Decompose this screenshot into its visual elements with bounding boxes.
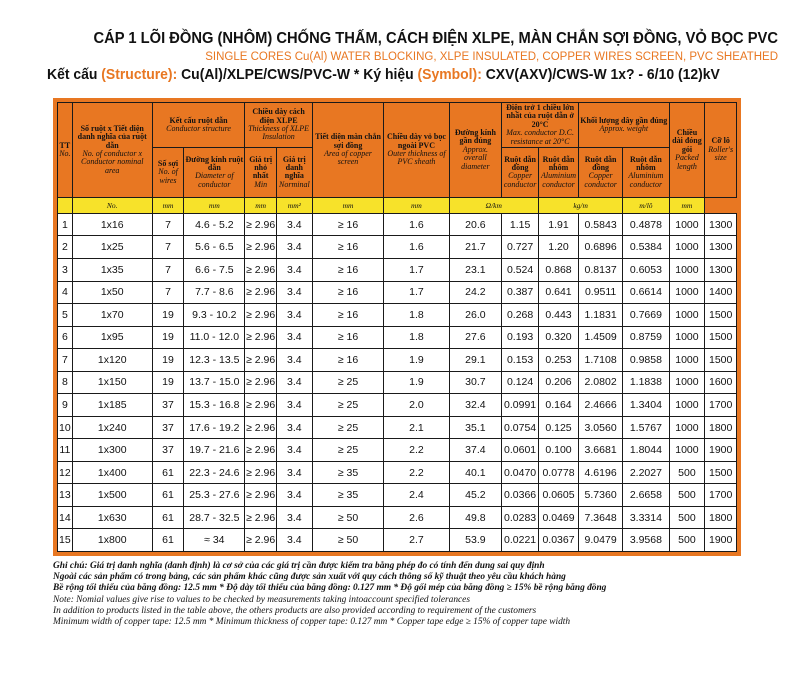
row-number-cell: 6 xyxy=(58,326,73,349)
row-number-cell: 14 xyxy=(58,506,73,529)
table-cell: 0.7669 xyxy=(623,304,669,327)
table-cell: 1x240 xyxy=(72,416,152,439)
table-cell: ≥ 50 xyxy=(312,506,384,529)
table-cell: 0.164 xyxy=(539,394,579,417)
table-cell: 29.1 xyxy=(449,349,502,372)
table-cell: 0.0283 xyxy=(502,506,539,529)
structure-en-label: (Structure): xyxy=(101,66,178,83)
table-cell: 0.0221 xyxy=(502,529,539,552)
table-cell: 1900 xyxy=(705,529,737,552)
table-row xyxy=(58,349,737,372)
table-cell: 1300 xyxy=(705,259,737,282)
table-cell: 3.4 xyxy=(276,461,312,484)
header-length: Chiều dài đóng gói Packed length xyxy=(669,103,705,198)
table-cell: ≥ 2.96 xyxy=(245,349,277,372)
table-cell: 2.0802 xyxy=(579,371,623,394)
table-cell: 15.3 - 16.8 xyxy=(184,394,245,417)
table-cell: 28.7 - 32.5 xyxy=(184,506,245,529)
table-cell: 1.8 xyxy=(384,326,449,349)
header-xlpe-nom: Giá trị danh nghĩa Norminal xyxy=(276,147,312,197)
page-subtitle: SINGLE CORES Cu(Al) WATER BLOCKING, XLPE INSULATED, COPPER WIRES SCREEN, PVC SHEATHED xyxy=(205,51,778,63)
header-screen: Tiết diện màn chắn sợi đồng Area of copper screen xyxy=(312,103,384,198)
table-cell: ≥ 2.96 xyxy=(245,394,277,417)
table-cell: 19 xyxy=(152,349,184,372)
unit-cell: mm xyxy=(384,197,449,213)
table-cell: 0.9858 xyxy=(623,349,669,372)
header-w-al: Ruột dẫn nhôm Aluminium conductor xyxy=(623,147,669,197)
table-cell: ≥ 16 xyxy=(312,281,384,304)
table-cell: 61 xyxy=(152,484,184,507)
table-cell: 1.6 xyxy=(384,236,449,259)
table-cell: 53.9 xyxy=(449,529,502,552)
table-row xyxy=(58,461,737,484)
table-cell: 1700 xyxy=(705,394,737,417)
table-cell: 1000 xyxy=(669,371,705,394)
table-cell: 1.6 xyxy=(384,213,449,236)
table-cell: ≥ 16 xyxy=(312,304,384,327)
note-line: Note: Nomial values give rise to values to be checked by measurements taking intoaccount specified tolerances xyxy=(53,594,470,605)
spec-table-frame xyxy=(53,98,741,556)
table-cell: 7 xyxy=(152,236,184,259)
note-line: Minimum width of copper tape: 12.5 mm * Minimum thickness of copper tape: 0.127 mm * Copper tape edge ≥ 15% of copper tape width xyxy=(53,617,571,628)
table-cell: 61 xyxy=(152,506,184,529)
table-cell: 0.6896 xyxy=(579,236,623,259)
table-cell: 1000 xyxy=(669,349,705,372)
table-cell: 1.8044 xyxy=(623,439,669,462)
table-cell: 500 xyxy=(669,529,705,552)
table-cell: 1x35 xyxy=(72,259,152,282)
table-cell: 0.0366 xyxy=(502,484,539,507)
row-number-cell: 13 xyxy=(58,484,73,507)
header-res-al: Ruột dẫn nhôm Aluminium conductor xyxy=(539,147,579,197)
table-cell: 1x25 xyxy=(72,236,152,259)
table-cell: 0.125 xyxy=(539,416,579,439)
table-cell: 19 xyxy=(152,326,184,349)
table-cell: 2.7 xyxy=(384,529,449,552)
table-cell: ≥ 16 xyxy=(312,326,384,349)
table-cell: 7.7 - 8.6 xyxy=(184,281,245,304)
table-cell: 6.6 - 7.5 xyxy=(184,259,245,282)
table-cell: 61 xyxy=(152,461,184,484)
header-conductor: Kết cấu ruột dẫn Conductor structure xyxy=(152,103,245,148)
table-cell: 1.7 xyxy=(384,259,449,282)
table-row xyxy=(58,304,737,327)
table-cell: 0.320 xyxy=(539,326,579,349)
table-cell: 0.0470 xyxy=(502,461,539,484)
table-row xyxy=(58,484,737,507)
table-cell: 3.4 xyxy=(276,529,312,552)
table-cell: 1.7108 xyxy=(579,349,623,372)
unit-cell: kg/m xyxy=(539,197,623,213)
table-cell: 2.4666 xyxy=(579,394,623,417)
row-number-cell: 4 xyxy=(58,281,73,304)
table-cell: 2.6658 xyxy=(623,484,669,507)
table-cell: 1x800 xyxy=(72,529,152,552)
table-cell: 2.1 xyxy=(384,416,449,439)
symbol-value: CXV(AXV)/CWS-W 1x? - 6/10 (12)kV xyxy=(485,66,720,83)
table-cell: ≥ 25 xyxy=(312,371,384,394)
table-cell: 1.3404 xyxy=(623,394,669,417)
table-cell: ≥ 2.96 xyxy=(245,259,277,282)
row-number-cell: 12 xyxy=(58,461,73,484)
table-cell: ≥ 16 xyxy=(312,259,384,282)
table-cell: 500 xyxy=(669,461,705,484)
table-cell: ≥ 2.96 xyxy=(245,416,277,439)
table-cell: 0.100 xyxy=(539,439,579,462)
table-cell: 0.124 xyxy=(502,371,539,394)
table-cell: 35.1 xyxy=(449,416,502,439)
table-cell: 1.8 xyxy=(384,304,449,327)
table-cell: 22.3 - 24.6 xyxy=(184,461,245,484)
table-cell: 7.3648 xyxy=(579,506,623,529)
table-cell: 0.6053 xyxy=(623,259,669,282)
table-cell: 27.6 xyxy=(449,326,502,349)
table-cell: 1.4509 xyxy=(579,326,623,349)
table-cell: 4.6196 xyxy=(579,461,623,484)
table-cell: 500 xyxy=(669,484,705,507)
table-cell: 37.4 xyxy=(449,439,502,462)
table-row xyxy=(58,281,737,304)
table-cell: 1000 xyxy=(669,236,705,259)
table-cell: 1.15 xyxy=(502,213,539,236)
table-cell: ≥ 2.96 xyxy=(245,484,277,507)
symbol-label: Ký hiệu xyxy=(363,66,414,83)
table-row xyxy=(58,506,737,529)
table-cell: 0.0605 xyxy=(539,484,579,507)
table-cell: 49.8 xyxy=(449,506,502,529)
table-cell: 1000 xyxy=(669,213,705,236)
table-cell: 1x95 xyxy=(72,326,152,349)
table-cell: 45.2 xyxy=(449,484,502,507)
header-xlpe: Chiều dày cách điện XLPE Thickness of XLPE Insulation xyxy=(245,103,312,148)
table-cell: 0.868 xyxy=(539,259,579,282)
unit-cell: mm xyxy=(312,197,384,213)
structure-label: Kết cấu xyxy=(47,66,98,83)
structure-value: Cu(Al)/XLPE/CWS/PVC-W xyxy=(181,66,351,83)
header-weight: Khối lượng dây gần đúng Approx. weight xyxy=(579,103,670,148)
header-pvc: Chiều dày vỏ bọc ngoài PVC Outer thickness of PVC sheath xyxy=(384,103,449,198)
table-cell: ≥ 2.96 xyxy=(245,461,277,484)
table-cell: 1x70 xyxy=(72,304,152,327)
table-cell: 0.253 xyxy=(539,349,579,372)
structure-line xyxy=(47,66,720,83)
unit-cell: No. xyxy=(72,197,152,213)
table-cell: 1300 xyxy=(705,236,737,259)
table-cell: 1000 xyxy=(669,416,705,439)
table-cell: 1x400 xyxy=(72,461,152,484)
unit-cell: mm xyxy=(245,197,277,213)
table-cell: 3.4 xyxy=(276,304,312,327)
table-cell: 3.4 xyxy=(276,371,312,394)
table-cell: 2.0 xyxy=(384,394,449,417)
table-cell: ≥ 16 xyxy=(312,236,384,259)
table-cell: 0.4878 xyxy=(623,213,669,236)
table-cell: 11.0 - 12.0 xyxy=(184,326,245,349)
table-cell: 1000 xyxy=(669,281,705,304)
table-cell: 9.3 - 10.2 xyxy=(184,304,245,327)
table-cell: 1700 xyxy=(705,484,737,507)
table-cell: 19.7 - 21.6 xyxy=(184,439,245,462)
table-cell: 3.4 xyxy=(276,416,312,439)
table-cell: 1000 xyxy=(669,304,705,327)
unit-cell: mm xyxy=(152,197,184,213)
header-w-cu: Ruột dẫn đồng Copper conductor xyxy=(579,147,623,197)
table-cell: 23.1 xyxy=(449,259,502,282)
table-cell: ≥ 2.96 xyxy=(245,326,277,349)
table-cell: 1000 xyxy=(669,394,705,417)
table-cell: 17.6 - 19.2 xyxy=(184,416,245,439)
table-cell: 40.1 xyxy=(449,461,502,484)
table-cell: 1x630 xyxy=(72,506,152,529)
separator-star: * xyxy=(353,66,360,83)
table-cell: 2.4 xyxy=(384,484,449,507)
table-cell: 1x300 xyxy=(72,439,152,462)
table-cell: 1400 xyxy=(705,281,737,304)
table-cell: 19 xyxy=(152,371,184,394)
table-cell: 1x500 xyxy=(72,484,152,507)
note-line: Bề rộng tối thiểu của băng đồng: 12.5 mm * Độ dày tối thiểu của băng đồng: 0.127 mm * Độ gối mép của băng đồng ≥ 15% bề rộng băng đồng xyxy=(53,583,607,594)
table-cell: 2.2027 xyxy=(623,461,669,484)
table-cell: 1500 xyxy=(705,461,737,484)
table-row xyxy=(58,236,737,259)
row-number-cell: 5 xyxy=(58,304,73,327)
table-cell: 0.387 xyxy=(502,281,539,304)
table-cell: 3.6681 xyxy=(579,439,623,462)
table-cell: 3.4 xyxy=(276,326,312,349)
header-tt: TT No. xyxy=(58,103,73,198)
table-cell: 37 xyxy=(152,439,184,462)
table-cell: 1x185 xyxy=(72,394,152,417)
table-cell: 3.4 xyxy=(276,506,312,529)
table-cell: 32.4 xyxy=(449,394,502,417)
table-cell: 0.727 xyxy=(502,236,539,259)
table-cell: 1.9 xyxy=(384,371,449,394)
table-cell: 5.7360 xyxy=(579,484,623,507)
table-cell: 37 xyxy=(152,416,184,439)
table-cell: ≥ 2.96 xyxy=(245,213,277,236)
table-cell: ≥ 25 xyxy=(312,439,384,462)
table-cell: 3.3314 xyxy=(623,506,669,529)
table-cell: 3.4 xyxy=(276,213,312,236)
table-cell: 0.5843 xyxy=(579,213,623,236)
table-cell: 1.5767 xyxy=(623,416,669,439)
note-line: In addition to products listed in the table above, the others products are also provided according to requirement of the customers xyxy=(53,605,537,616)
table-cell: 1x50 xyxy=(72,281,152,304)
table-row xyxy=(58,371,737,394)
table-cell: 0.193 xyxy=(502,326,539,349)
table-cell: ≥ 2.96 xyxy=(245,281,277,304)
table-cell: 5.6 - 6.5 xyxy=(184,236,245,259)
row-number-cell: 9 xyxy=(58,394,73,417)
table-cell: 0.0601 xyxy=(502,439,539,462)
header-overall: Đường kính gần đúng Approx. overall diameter xyxy=(449,103,502,198)
table-row xyxy=(58,416,737,439)
table-cell: 0.268 xyxy=(502,304,539,327)
unit-cell: m/lô xyxy=(623,197,669,213)
table-cell: 4.6 - 5.2 xyxy=(184,213,245,236)
table-cell: ≥ 25 xyxy=(312,416,384,439)
table-cell: 0.9511 xyxy=(579,281,623,304)
table-cell: 1600 xyxy=(705,371,737,394)
header-resistance: Điện trở 1 chiều lớn nhất của ruột dẫn ở 20°C Max. conductor D.C. resistance at 20°C xyxy=(502,103,579,148)
table-cell: 3.4 xyxy=(276,349,312,372)
table-cell: 3.4 xyxy=(276,259,312,282)
table-cell: ≥ 35 xyxy=(312,484,384,507)
table-cell: 1800 xyxy=(705,416,737,439)
table-cell: 2.6 xyxy=(384,506,449,529)
table-cell: ≥ 2.96 xyxy=(245,236,277,259)
table-cell: 1x16 xyxy=(72,213,152,236)
table-cell: ≥ 2.96 xyxy=(245,304,277,327)
note-line: Ngoài các sản phẩm có trong bảng, các sản phẩm khác cũng được sản xuất với quy cách thông số kỹ thuật theo yêu cầu khách hàng xyxy=(53,572,566,583)
table-cell: 1800 xyxy=(705,506,737,529)
table-cell: 0.8759 xyxy=(623,326,669,349)
table-cell: 2.2 xyxy=(384,439,449,462)
notes xyxy=(53,561,773,628)
table-cell: 7 xyxy=(152,281,184,304)
table-cell: 1.20 xyxy=(539,236,579,259)
table-cell: 1x120 xyxy=(72,349,152,372)
table-cell: 0.641 xyxy=(539,281,579,304)
table-cell: 3.4 xyxy=(276,394,312,417)
row-number-cell: 10 xyxy=(58,416,73,439)
table-cell: 1500 xyxy=(705,304,737,327)
table-cell: 1000 xyxy=(669,439,705,462)
table-cell: 0.6614 xyxy=(623,281,669,304)
table-cell: 3.0560 xyxy=(579,416,623,439)
unit-cell: mm xyxy=(184,197,245,213)
table-cell: 1x150 xyxy=(72,371,152,394)
table-row xyxy=(58,529,737,552)
table-row xyxy=(58,439,737,462)
row-number-cell: 1 xyxy=(58,213,73,236)
table-cell: 21.7 xyxy=(449,236,502,259)
header-xlpe-min: Giá trị nhỏ nhất Min xyxy=(245,147,277,197)
note-line: Ghi chú: Giá trị danh nghĩa (danh định) là cơ sở của các giá trị cần được kiểm tra bằng phép đo có tính đến dung sai quy định xyxy=(53,561,545,571)
table-cell: ≥ 2.96 xyxy=(245,506,277,529)
row-number-cell: 3 xyxy=(58,259,73,282)
page-title: CÁP 1 LÕI ĐỒNG (NHÔM) CHỐNG THẤM, CÁCH ĐIỆN XLPE, MÀN CHẮN SỢI ĐỒNG, VỎ BỌC PVC xyxy=(93,30,778,47)
table-cell: 1500 xyxy=(705,349,737,372)
table-row xyxy=(58,213,737,236)
row-number-cell: 8 xyxy=(58,371,73,394)
table-cell: 20.6 xyxy=(449,213,502,236)
table-cell: 37 xyxy=(152,394,184,417)
table-cell: 12.3 - 13.5 xyxy=(184,349,245,372)
table-cell: ≥ 2.96 xyxy=(245,529,277,552)
table-cell: 0.0754 xyxy=(502,416,539,439)
table-cell: 30.7 xyxy=(449,371,502,394)
header-res-cu: Ruột dẫn đồng Copper conductor xyxy=(502,147,539,197)
table-cell: 1.91 xyxy=(539,213,579,236)
table-cell: 1000 xyxy=(669,326,705,349)
table-cell: 1000 xyxy=(669,259,705,282)
table-cell: 0.5384 xyxy=(623,236,669,259)
table-cell: ≥ 25 xyxy=(312,394,384,417)
table-cell: 1.1831 xyxy=(579,304,623,327)
unit-cell: Ω/km xyxy=(449,197,538,213)
table-cell: 3.4 xyxy=(276,281,312,304)
header-roller: Cỡ lô Roller's size xyxy=(705,103,737,198)
table-row xyxy=(58,259,737,282)
table-cell: 7 xyxy=(152,259,184,282)
table-cell: 0.153 xyxy=(502,349,539,372)
table-cell: 1.9 xyxy=(384,349,449,372)
table-cell: 0.206 xyxy=(539,371,579,394)
table-cell: 3.9568 xyxy=(623,529,669,552)
table-cell: 1900 xyxy=(705,439,737,462)
table-cell: 2.2 xyxy=(384,461,449,484)
table-cell: 0.443 xyxy=(539,304,579,327)
table-cell: 500 xyxy=(669,506,705,529)
table-cell: 61 xyxy=(152,529,184,552)
table-cell: ≥ 35 xyxy=(312,461,384,484)
table-cell: ≥ 16 xyxy=(312,213,384,236)
table-cell: ≈ 34 xyxy=(184,529,245,552)
table-cell: 19 xyxy=(152,304,184,327)
unit-cell: mm² xyxy=(276,197,312,213)
table-row xyxy=(58,326,737,349)
table-cell: 0.8137 xyxy=(579,259,623,282)
table-cell: 0.524 xyxy=(502,259,539,282)
table-cell: 9.0479 xyxy=(579,529,623,552)
table-cell: 3.4 xyxy=(276,439,312,462)
table-cell: ≥ 50 xyxy=(312,529,384,552)
row-number-cell: 2 xyxy=(58,236,73,259)
row-number-cell: 7 xyxy=(58,349,73,372)
table-cell: 0.0778 xyxy=(539,461,579,484)
table-cell: 7 xyxy=(152,213,184,236)
table-cell: 1.1838 xyxy=(623,371,669,394)
table-cell: 1300 xyxy=(705,213,737,236)
header-diameter: Đường kính ruột dẫn Diameter of conductor xyxy=(184,147,245,197)
header-size: Số ruột x Tiết diện danh nghĩa của ruột dẫn No. of conductor x Conductor nominal area xyxy=(72,103,152,198)
header-wires: Số sợi No. of wires xyxy=(152,147,184,197)
table-cell: ≥ 2.96 xyxy=(245,371,277,394)
symbol-en-label: (Symbol): xyxy=(417,66,482,83)
table-cell: ≥ 16 xyxy=(312,349,384,372)
table-cell: ≥ 2.96 xyxy=(245,439,277,462)
table-cell: 0.0469 xyxy=(539,506,579,529)
table-cell: 26.0 xyxy=(449,304,502,327)
row-number-cell: 11 xyxy=(58,439,73,462)
unit-cell: mm xyxy=(669,197,705,213)
table-row xyxy=(58,394,737,417)
table-cell: 3.4 xyxy=(276,236,312,259)
row-number-cell: 15 xyxy=(58,529,73,552)
table-cell: 25.3 - 27.6 xyxy=(184,484,245,507)
table-cell: 3.4 xyxy=(276,484,312,507)
table-cell: 0.0367 xyxy=(539,529,579,552)
table-cell: 13.7 - 15.0 xyxy=(184,371,245,394)
table-cell: 1500 xyxy=(705,326,737,349)
table-cell: 24.2 xyxy=(449,281,502,304)
table-cell: 1.7 xyxy=(384,281,449,304)
table-cell: 0.0991 xyxy=(502,394,539,417)
spec-table xyxy=(57,102,737,552)
